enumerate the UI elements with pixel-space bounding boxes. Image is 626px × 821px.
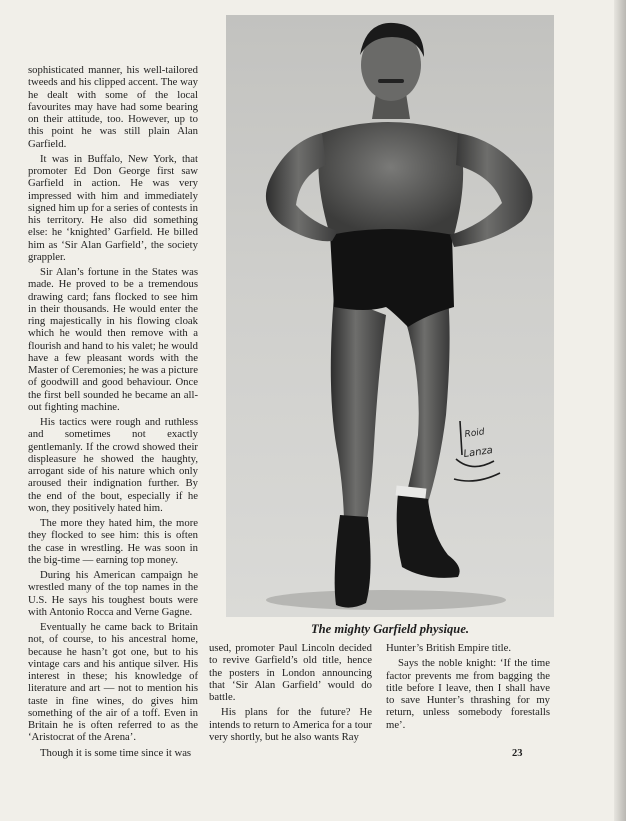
left-text-column	[28, 64, 198, 762]
paragraph: Sir Alan’s fortune in the States was made. He proved to be a tremendous drawing card; fans flocked to see him in their thousands. He would enter the ring majestically in his flowing cloak which he would then remove with a flourish and hand to his valet; he would have a few pleasant words with the Master of Ceremonies; he was a picture of goodwill and good behaviour. Once the first bell sounded he became an all-out fighting machine.	[28, 266, 198, 413]
right-boot	[397, 493, 460, 578]
wrestler-figure-illustration	[226, 15, 554, 617]
wrestler-photo	[226, 15, 554, 617]
right-leg	[404, 295, 450, 509]
paragraph: used, promoter Paul Lincoln decided to revive Garfield’s old title, hence the posters in London announcing that ‘Sir Alan Garfield’ would do battle.	[209, 642, 372, 703]
floor-shadow	[266, 590, 506, 610]
paragraph: His tactics were rough and ruthless and sometimes not exactly gentlemanly. If the crowd showed their displeasure he showed the haughty, arrogant side of his nature which only aroused their indignation further. By the end of the bout, especially if he won, they positively hated him.	[28, 416, 198, 514]
paragraph: Says the noble knight: ‘If the time factor prevents me from bagging the title before I leave, then I shall have to save Hunter’s thrashing for my return, unless somebody forestalls me’.	[386, 657, 550, 731]
torso	[318, 122, 463, 235]
page-edge-shadow	[614, 0, 626, 821]
left-boot	[335, 515, 371, 608]
paragraph: The more they hated him, the more they flocked to see him: this is often the case in wrestling. He was soon in the big-time — earning top money.	[28, 517, 198, 566]
paragraph: His plans for the future? He intends to return to America for a tour very shortly, but he also wants Ray	[209, 706, 372, 743]
left-leg	[331, 295, 386, 527]
paragraph: Hunter’s British Empire title.	[386, 642, 512, 654]
photographer-signature	[452, 415, 504, 487]
moustache	[378, 79, 404, 83]
middle-text-column	[209, 642, 372, 746]
signature-last: Lanza	[462, 444, 494, 460]
paragraph: Eventually he came back to Britain not, of course, to his ancestral home, because he hasn’t got one, but to his vintage cars and his antique silver. His interest in these; his knowledge of literature and art — not to mention his taste in fine wines, do gives him something of the air of a toff. Even in Britain he is often referred to as the ‘Aristocrat of the Arena’.	[28, 621, 198, 744]
page-number: 23	[512, 748, 523, 759]
paragraph: It was in Buffalo, New York, that promoter Ed Don George first saw Garfield in action. He was very impressed with him and immediately signed him up for a series of contests in his territory. He also did something else: he ‘knighted’ Garfield. He billed him as ‘Sir Alan Garfield’, the society grappler.	[28, 152, 198, 263]
paragraph: During his American campaign he wrestled many of the top names in the U.S. He says his toughest bouts were with Antonio Rocca and Verne Gagne.	[28, 569, 198, 618]
right-text-column	[386, 642, 550, 734]
right-arm	[450, 133, 533, 247]
signature-first: Roid	[464, 427, 486, 440]
paragraph: sophisticated manner, his well-tailored tweeds and his clipped accent. The way he dealt with some of the local favourites may have had some bearing on their attitude, too. However, up to this point he was still plain Alan Garfield.	[28, 64, 198, 150]
photo-caption: The mighty Garfield physique.	[310, 622, 470, 636]
paragraph: Though it is some time since it was	[40, 746, 192, 759]
